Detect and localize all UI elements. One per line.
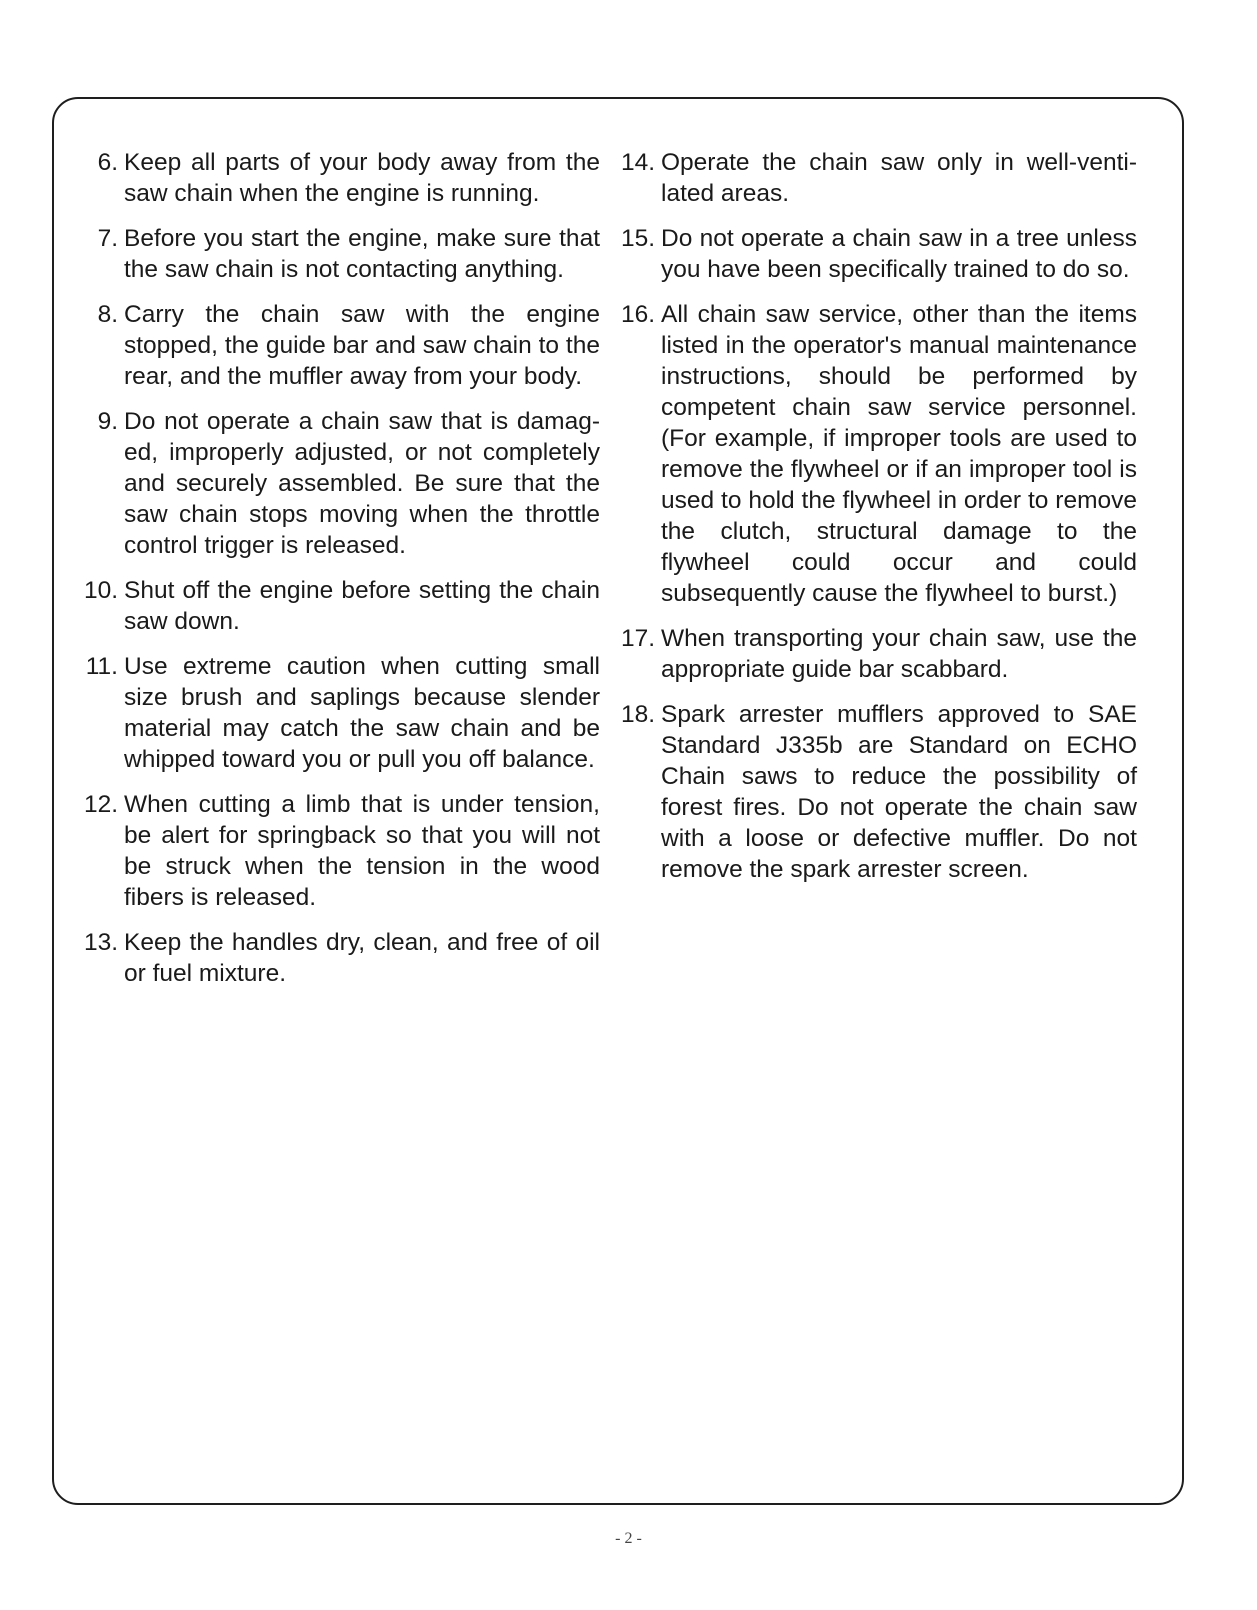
list-item bbox=[80, 299, 600, 392]
list-item bbox=[80, 223, 600, 285]
item-number: 18. bbox=[620, 701, 655, 728]
item-number: 10. bbox=[83, 577, 118, 604]
item-number: 15. bbox=[620, 225, 655, 252]
list-item bbox=[617, 699, 1137, 885]
list-item bbox=[617, 299, 1137, 609]
item-number: 13. bbox=[83, 929, 118, 956]
item-number: 16. bbox=[620, 301, 655, 328]
item-number: 8. bbox=[97, 301, 118, 328]
list-item bbox=[80, 789, 600, 913]
item-text: Do not operate a chain saw in a tree unless you have been specifically trained to do so. bbox=[661, 225, 1137, 283]
list-item bbox=[80, 575, 600, 637]
item-text: When cutting a limb that is under tension, be alert for springback so that you will not be struck when the tension in the wood fibers is released. bbox=[124, 791, 600, 911]
page-number: - 2 - bbox=[615, 1530, 642, 1547]
item-number: 9. bbox=[97, 408, 118, 435]
list-item bbox=[80, 147, 600, 209]
item-text: All chain saw service, other than the items listed in the operator's manual maintenance instructions, should be performed by competent chain saw service personnel. (For example, if improper tools are used to remove the flywheel or if an improper tool is used to hold the flywheel in order to remove the clutch, structural damage to the flywheel could occur and could subsequently cause the flywheel to burst.) bbox=[661, 301, 1137, 607]
list-item bbox=[617, 223, 1137, 285]
list-item bbox=[80, 651, 600, 775]
item-text: Carry the chain saw with the engine stopped, the guide bar and saw chain to the rear, and the muffler away from your body. bbox=[124, 301, 600, 390]
list-item bbox=[80, 927, 600, 989]
left-column bbox=[80, 147, 600, 1003]
item-text: Keep the handles dry, clean, and free of oil or fuel mixture. bbox=[124, 929, 600, 987]
item-number: 7. bbox=[97, 225, 118, 252]
item-text: Shut off the engine before setting the chain saw down. bbox=[124, 577, 600, 635]
item-text: Operate the chain saw only in well-ventilated areas. bbox=[661, 149, 1137, 207]
item-text: Before you start the engine, make sure that the saw chain is not contacting anything. bbox=[124, 225, 600, 283]
right-column bbox=[617, 147, 1137, 899]
list-item bbox=[80, 406, 600, 561]
item-number: 17. bbox=[620, 625, 655, 652]
item-text: Keep all parts of your body away from the saw chain when the engine is running. bbox=[124, 149, 600, 207]
item-number: 6. bbox=[97, 149, 118, 176]
item-text: Do not operate a chain saw that is damaged, improperly adjusted, or not completely and securely assembled. Be sure that the saw chain stops moving when the throttle control trigger is released. bbox=[124, 408, 600, 559]
item-text: Spark arrester mufflers approved to SAE Standard J335b are Standard on ECHO Chain saws to reduce the possibility of forest fires. Do not operate the chain saw with a loose or defective muffler. Do not remove the spark arrester screen. bbox=[661, 701, 1137, 883]
item-number: 11. bbox=[85, 653, 118, 680]
item-number: 12. bbox=[83, 791, 118, 818]
list-item bbox=[617, 623, 1137, 685]
list-item bbox=[617, 147, 1137, 209]
item-number: 14. bbox=[620, 149, 655, 176]
item-text: When transporting your chain saw, use the appropriate guide bar scabbard. bbox=[661, 625, 1137, 683]
item-text: Use extreme caution when cutting small size brush and saplings because slender material may catch the saw chain and be whipped toward you or pull you off balance. bbox=[124, 653, 600, 773]
